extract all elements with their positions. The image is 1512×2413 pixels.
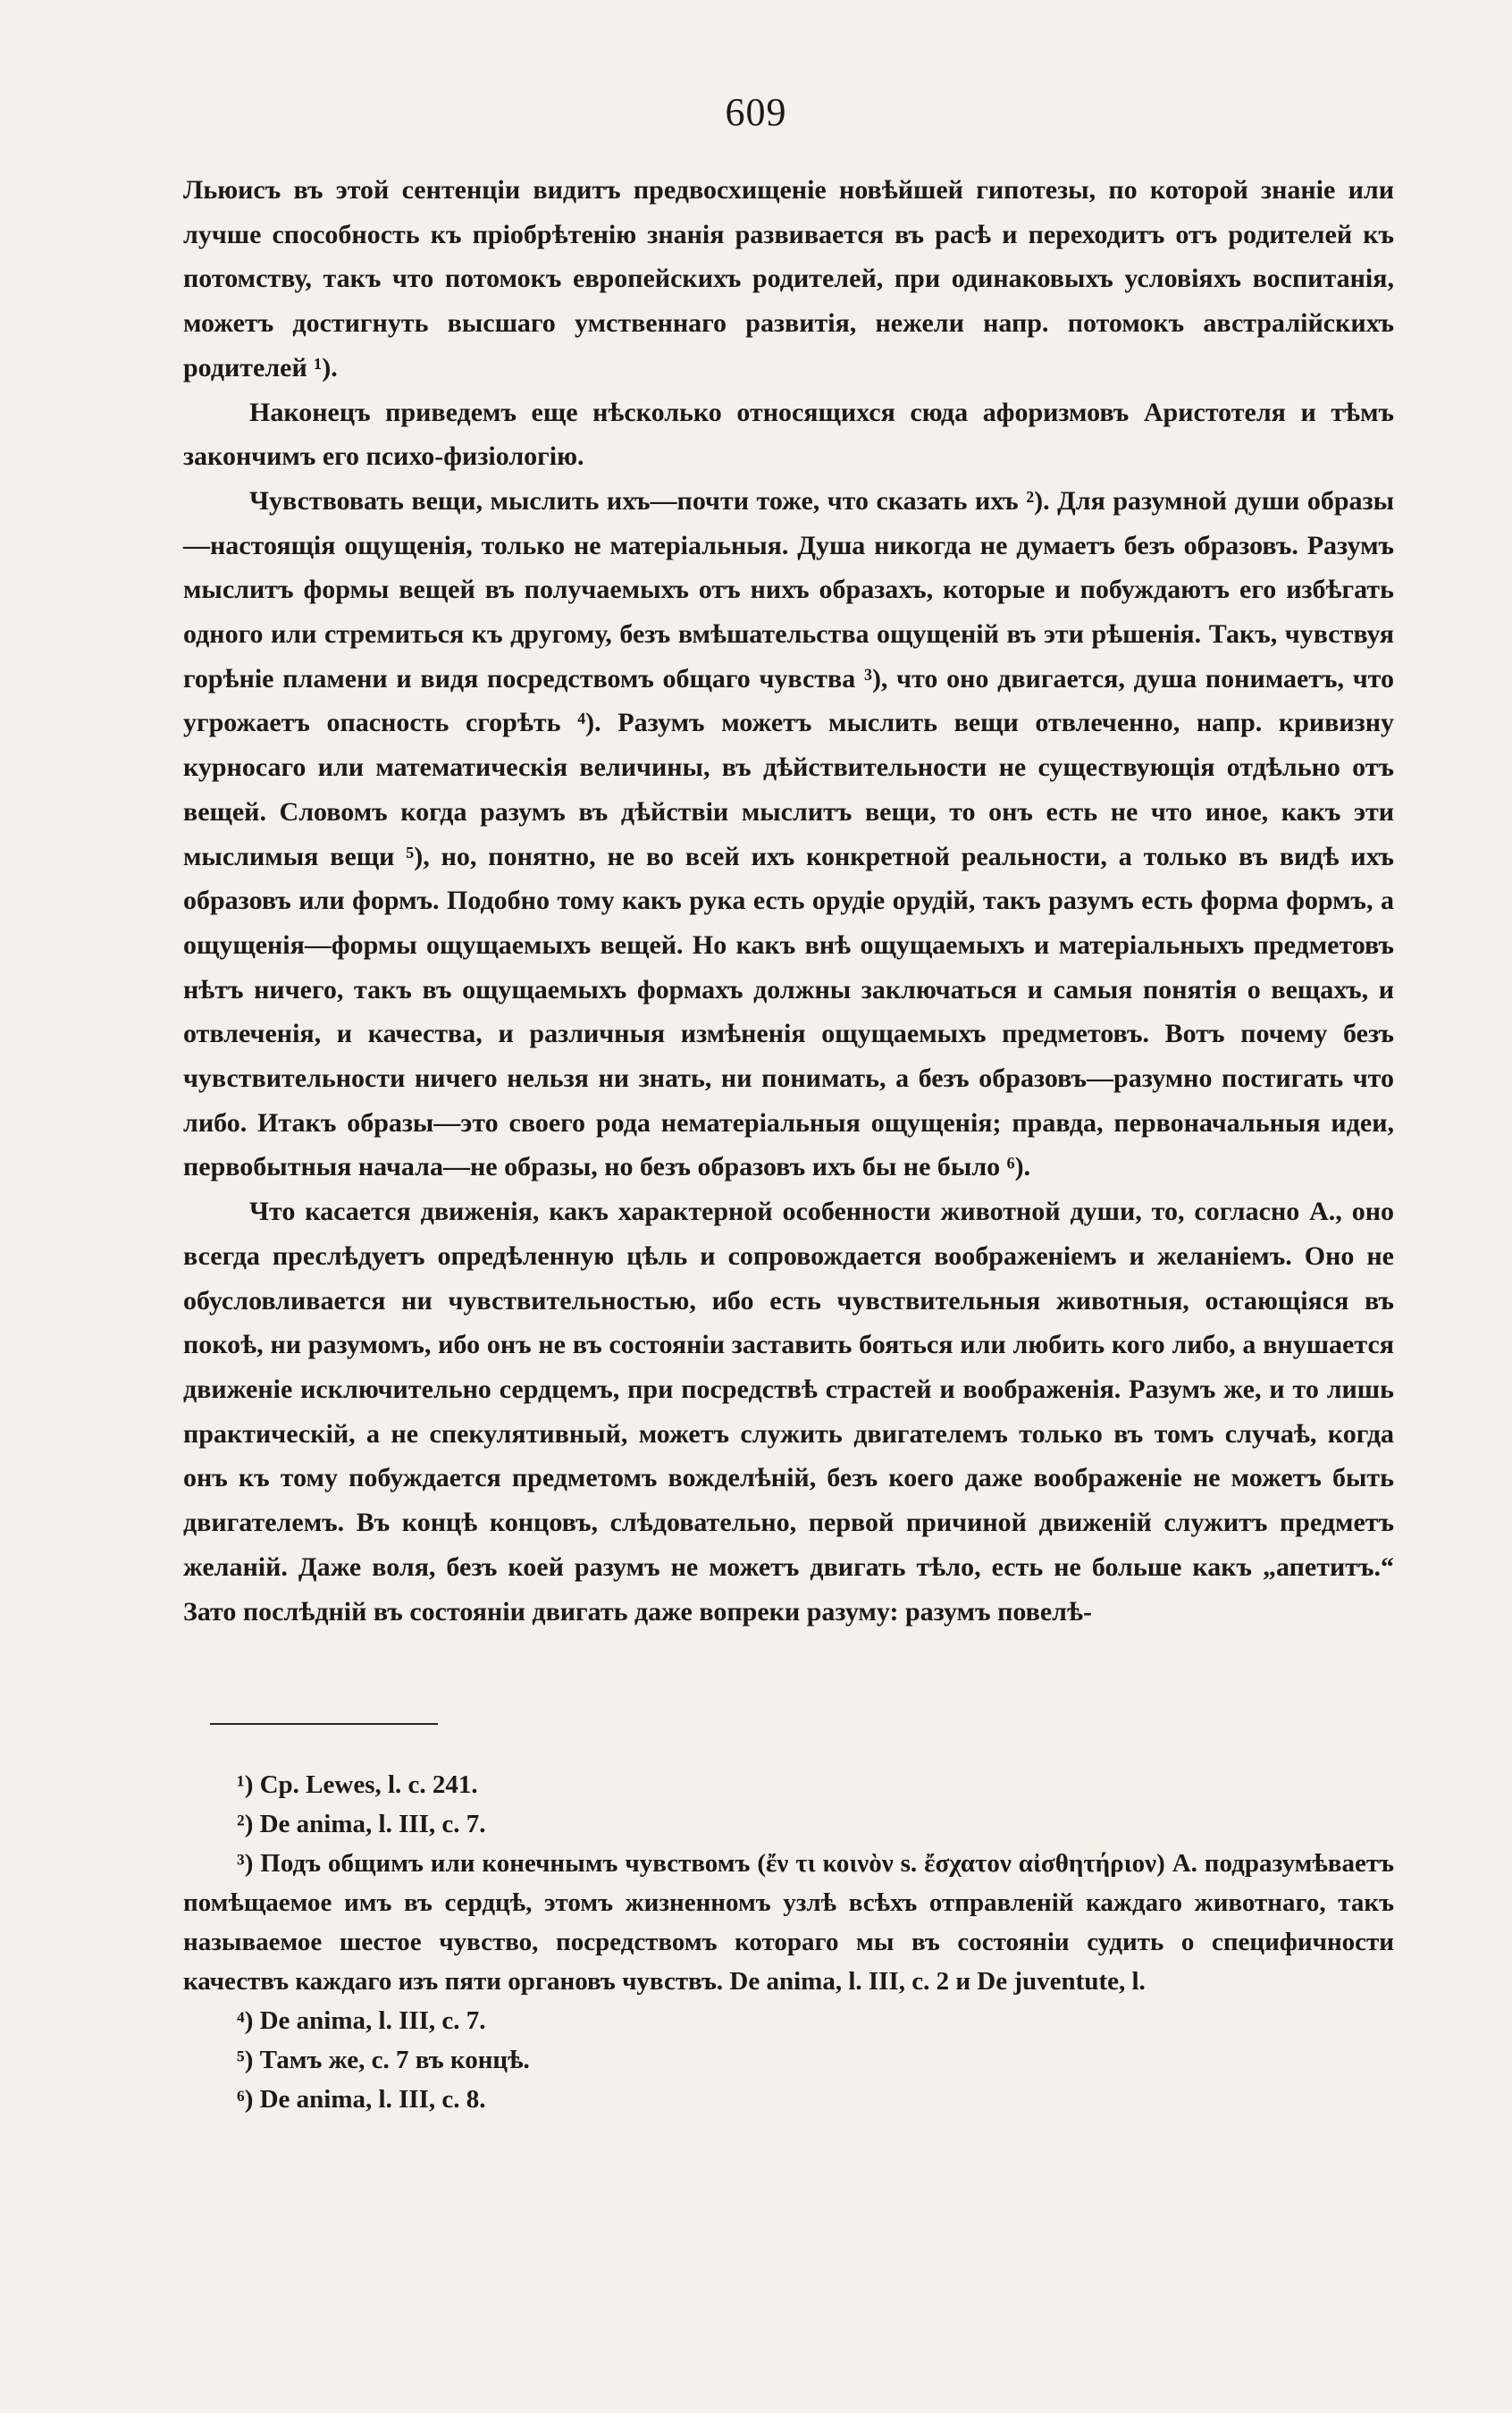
paragraph: Чувствовать вещи, мыслить ихъ—почти тоже, что сказать ихъ ²). Для разумной души образы—настоящія ощущенія, только не матеріальныя. Душа никогда не думаетъ безъ образовъ. Разумъ мыслитъ формы вещей въ получаемыхъ отъ нихъ образахъ, которые и побуждаютъ его избѣгать одного или стремиться къ другому, безъ вмѣшательства ощущеній въ эти рѣшенія. Такъ, чувствуя горѣніе пламени и видя посредствомъ общаго чувства ³), что оно двигается, душа понимаетъ, что угрожаетъ опасность сгорѣть ⁴). Разумъ можетъ мыслить вещи отвлеченно, напр. кривизну курносаго или математическія величины, въ дѣйствительности не существующія отдѣльно отъ вещей. Словомъ когда разумъ въ дѣйствіи мыслитъ вещи, то онъ есть не что иное, какъ эти мыслимыя вещи ⁵), но, понятно, не во всей ихъ конкретной реальности, а только въ видѣ ихъ образовъ или формъ. Подобно тому какъ рука есть орудіе орудій, такъ разумъ есть форма формъ, а ощущенія—формы ощущаемыхъ вещей. Но какъ внѣ ощущаемыхъ и матеріальныхъ предметовъ нѣтъ ничего, такъ въ ощущаемыхъ формахъ должны заключаться и самыя понятія о вещахъ, и отвлеченія, и качества, и различныя измѣненія ощущаемыхъ предметовъ. Вотъ почему безъ чувствительности ничего нельзя ни знать, ни понимать, а безъ образовъ—разумно постигать что либо. Итакъ образы—это своего рода нематеріальныя ощущенія; правда, первоначальныя идеи, первобытныя начала—не образы, но безъ образовъ ихъ бы не было ⁶). [183,485,1394,1182]
footnote: ²) De anima, l. III, c. 7. [237,1810,486,1838]
footnote: ³) Подъ общимъ или конечнымъ чувствомъ (ἔν τι κοινὸν s. ἔσχατον αἰσθητήριον) А. подразумѣваетъ помѣщаемое имъ въ сердцѣ, этомъ жизненномъ узлѣ всѣхъ отправленій каждаго животнаго, такъ называемое шестое чувство, посредствомъ котораго мы въ состояніи судить о специфичности качествъ каждаго изъ пяти органовъ чувствъ. De anima, l. III, c. 2 и De juventute, l. [183,1849,1394,1996]
paragraph: Льюисъ въ этой сентенціи видитъ предвосхищеніе новѣйшей гипотезы, по которой знаніе или лучше способность къ пріобрѣтенію знанія развивается въ расѣ и переходитъ отъ родителей къ потомству, такъ что потомокъ европейскихъ родителей, при одинаковыхъ условіяхъ воспитанія, можетъ достигнуть высшаго умственнаго развитія, нежели напр. потомокъ австралійскихъ родителей ¹). [183,175,1394,383]
footnote: ⁴) De anima, l. III, c. 7. [237,2006,486,2035]
footnotes [183,1765,1394,2119]
footnote: ⁵) Тамъ же, c. 7 въ концѣ. [237,2046,530,2074]
footnote: ¹) Ср. Lewes, l. c. 241. [237,1770,478,1799]
footnote-separator [210,1723,438,1725]
paragraph: Наконецъ приведемъ еще нѣсколько относящихся сюда афоризмовъ Аристотеля и тѣмъ закончимъ его психо-физіологію. [183,397,1394,472]
paragraph: Что касается движенія, какъ характерной особенности животной души, то, согласно А., оно всегда преслѣдуетъ опредѣленную цѣль и сопровождается воображеніемъ и желаніемъ. Оно не обусловливается ни чувствительностью, ибо есть чувствительныя животныя, остающіяся въ покоѣ, ни разумомъ, ибо онъ не въ состояніи заставить бояться или любить кого либо, а внушается движеніе исключительно сердцемъ, при посредствѣ страстей и воображенія. Разумъ же, и то лишь практическій, а не спекулятивный, можетъ служить двигателемъ только въ томъ случаѣ, когда онъ къ тому побуждается предметомъ вожделѣній, безъ коего даже воображеніе не можетъ быть двигателемъ. Въ концѣ концовъ, слѣдовательно, первой причиной движеній служитъ предметъ желаній. Даже воля, безъ коей разумъ не можетъ двигать тѣло, есть не больше какъ „апетитъ.“ Зато послѣдній въ состояніи двигать даже вопреки разуму: разумъ повелѣ- [183,1197,1394,1627]
main-text [183,168,1394,1634]
page-number: 609 [725,90,787,134]
footnote: ⁶) De anima, l. III, c. 8. [237,2085,486,2114]
